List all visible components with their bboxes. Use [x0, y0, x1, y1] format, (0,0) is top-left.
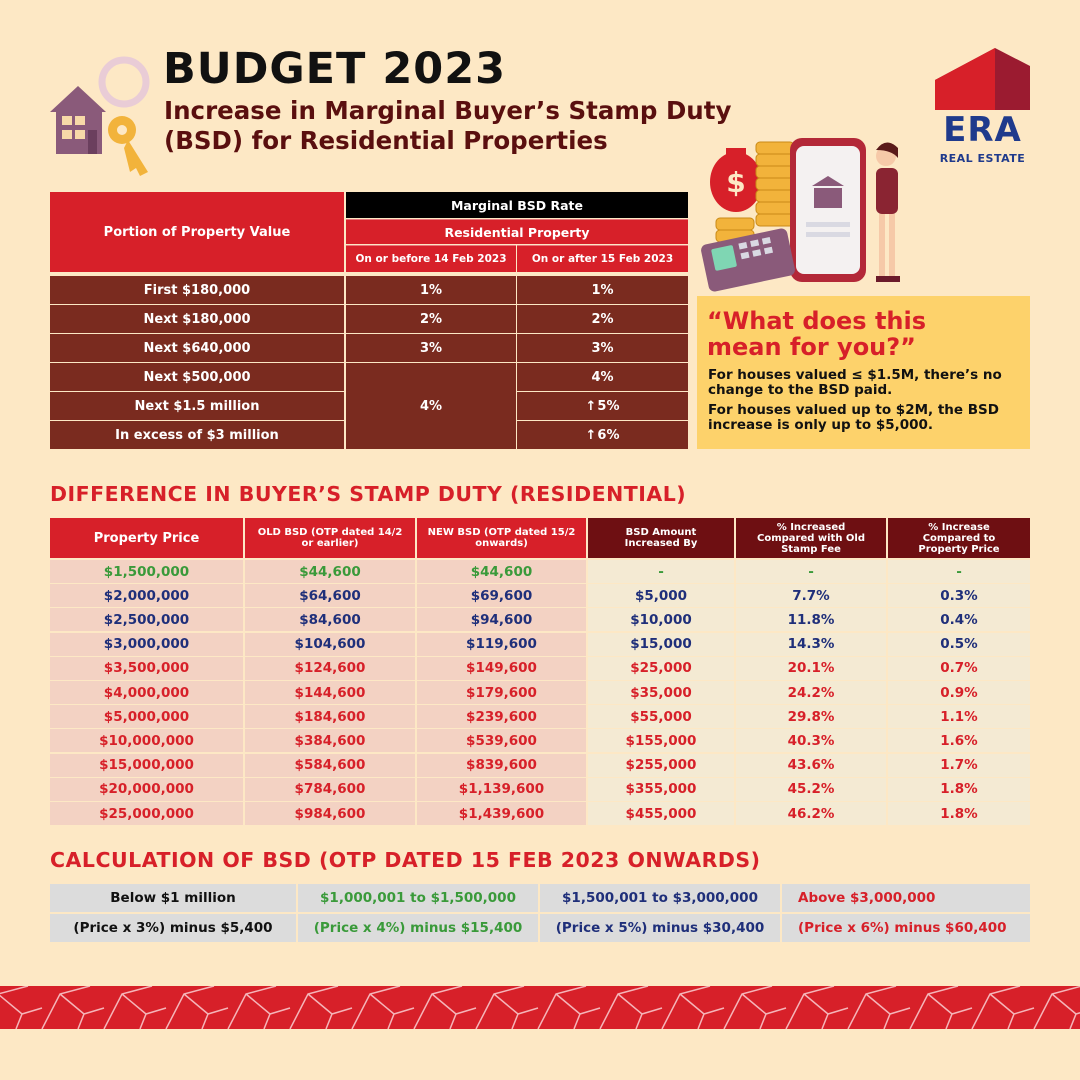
diff-increase-cell: $155,000 — [588, 729, 734, 752]
diff-pct-price-cell: 1.8% — [888, 802, 1030, 825]
rate-portion-cell: Next $1.5 million — [50, 392, 344, 420]
callout-point-2: For houses valued up to $2M, the BSD increase is only up to $5,000. — [708, 402, 999, 433]
diff-pct-old-cell: 29.8% — [736, 705, 886, 728]
rate-after-value: 5% — [597, 398, 620, 414]
calc-formula-cell: (Price x 4%) minus $15,400 — [298, 914, 538, 942]
diff-price-cell: $20,000,000 — [50, 778, 243, 801]
diff-price-cell: $2,500,000 — [50, 608, 243, 631]
diff-table-row — [50, 778, 1030, 802]
diff-increase-cell: $55,000 — [588, 705, 734, 728]
rate-after-cell — [517, 392, 688, 420]
diff-old-cell: $384,600 — [245, 729, 415, 752]
rate-after-cell — [517, 421, 688, 449]
diff-old-cell: $104,600 — [245, 633, 415, 656]
diff-header-increase: BSD Amount Increased By — [588, 518, 734, 558]
diff-price-cell: $1,500,000 — [50, 560, 243, 583]
diff-new-cell: $839,600 — [417, 754, 586, 777]
svg-text:$: $ — [726, 166, 746, 199]
up-arrow-icon: ↑ — [585, 398, 597, 414]
diff-new-cell: $179,600 — [417, 681, 586, 704]
diff-new-cell: $69,600 — [417, 584, 586, 607]
rate-portion-cell: In excess of $3 million — [50, 421, 344, 449]
page-subtitle: Increase in Marginal Buyer’s Stamp Duty (BSD) for Residential Properties — [164, 96, 732, 155]
up-arrow-icon: ↑ — [585, 427, 597, 443]
diff-new-cell: $239,600 — [417, 705, 586, 728]
diff-old-cell: $144,600 — [245, 681, 415, 704]
era-logo — [935, 48, 1030, 168]
diff-price-cell: $5,000,000 — [50, 705, 243, 728]
rate-portion-cell: Next $640,000 — [50, 334, 344, 362]
diff-new-cell: $149,600 — [417, 657, 586, 680]
roof-icon — [935, 48, 1030, 110]
finance-illustration — [696, 132, 932, 300]
diff-old-cell: $84,600 — [245, 608, 415, 631]
diff-pct-old-cell: 11.8% — [736, 608, 886, 631]
diff-increase-cell: $35,000 — [588, 681, 734, 704]
diff-increase-cell: - — [588, 560, 734, 583]
diff-price-cell: $25,000,000 — [50, 802, 243, 825]
header-marginal-rate: Marginal BSD Rate — [346, 192, 688, 218]
diff-pct-price-cell: 0.4% — [888, 608, 1030, 631]
calc-formula-cell: (Price x 3%) minus $5,400 — [50, 914, 296, 942]
rate-after-cell — [517, 276, 688, 304]
diff-pct-old-cell: 46.2% — [736, 802, 886, 825]
diff-old-cell: $584,600 — [245, 754, 415, 777]
diff-pct-price-cell: 1.7% — [888, 754, 1030, 777]
diff-table-row — [50, 681, 1030, 705]
diff-pct-price-cell: 1.6% — [888, 729, 1030, 752]
diff-old-cell: $64,600 — [245, 584, 415, 607]
rate-after-value: 2% — [591, 311, 614, 327]
diff-table-row — [50, 608, 1030, 632]
geometric-pattern-icon — [0, 986, 1080, 1029]
house-key-icon — [44, 48, 154, 178]
diff-price-cell: $15,000,000 — [50, 754, 243, 777]
rate-after-value: 1% — [591, 282, 614, 298]
calc-range-cell: Above $3,000,000 — [782, 884, 1030, 912]
diff-new-cell: $1,439,600 — [417, 802, 586, 825]
diff-old-cell: $984,600 — [245, 802, 415, 825]
diff-pct-old-cell: 45.2% — [736, 778, 886, 801]
diff-pct-price-cell: 0.7% — [888, 657, 1030, 680]
diff-old-cell: $184,600 — [245, 705, 415, 728]
diff-new-cell: $539,600 — [417, 729, 586, 752]
footer-pattern — [0, 986, 1080, 1029]
diff-header-pct-old: % Increased Compared with Old Stamp Fee — [736, 518, 886, 558]
rate-before-cell: 1% — [346, 276, 516, 304]
callout-question: “What does this mean for you?” — [707, 307, 927, 361]
diff-pct-old-cell: 14.3% — [736, 633, 886, 656]
calc-range-cell: $1,000,001 to $1,500,000 — [298, 884, 538, 912]
diff-new-cell: $44,600 — [417, 560, 586, 583]
diff-table-row — [50, 584, 1030, 608]
diff-heading: DIFFERENCE IN BUYER’S STAMP DUTY (RESIDENTIAL) — [50, 482, 687, 506]
callout-box — [697, 296, 1030, 449]
diff-old-cell: $44,600 — [245, 560, 415, 583]
diff-pct-old-cell: 40.3% — [736, 729, 886, 752]
diff-increase-cell: $355,000 — [588, 778, 734, 801]
rate-before-cell: 2% — [346, 305, 516, 333]
diff-new-cell: $1,139,600 — [417, 778, 586, 801]
diff-increase-cell: $5,000 — [588, 584, 734, 607]
header-portion: Portion of Property Value — [50, 192, 344, 272]
diff-pct-old-cell: 7.7% — [736, 584, 886, 607]
rate-before-merged-cell: 4% — [346, 363, 516, 449]
header-residential: Residential Property — [346, 219, 688, 244]
diff-table-row — [50, 633, 1030, 657]
diff-table-row — [50, 705, 1030, 729]
diff-increase-cell: $455,000 — [588, 802, 734, 825]
diff-pct-price-cell: 0.9% — [888, 681, 1030, 704]
diff-pct-old-cell: - — [736, 560, 886, 583]
diff-price-cell: $2,000,000 — [50, 584, 243, 607]
diff-table-row — [50, 657, 1030, 681]
diff-header-price: Property Price — [50, 518, 243, 558]
calc-range-cell: Below $1 million — [50, 884, 296, 912]
diff-pct-price-cell: 0.3% — [888, 584, 1030, 607]
diff-old-cell: $124,600 — [245, 657, 415, 680]
calc-range-cell: $1,500,001 to $3,000,000 — [540, 884, 780, 912]
diff-price-cell: $3,500,000 — [50, 657, 243, 680]
diff-new-cell: $94,600 — [417, 608, 586, 631]
diff-pct-price-cell: 0.5% — [888, 633, 1030, 656]
diff-header-old: OLD BSD (OTP dated 14/2 or earlier) — [245, 518, 415, 558]
header-before: On or before 14 Feb 2023 — [346, 245, 516, 272]
rate-portion-cell: Next $500,000 — [50, 363, 344, 391]
calc-formula-cell: (Price x 5%) minus $30,400 — [540, 914, 780, 942]
diff-price-cell: $10,000,000 — [50, 729, 243, 752]
rate-after-cell — [517, 305, 688, 333]
diff-table-row — [50, 729, 1030, 753]
rate-portion-cell: First $180,000 — [50, 276, 344, 304]
rate-after-cell — [517, 363, 688, 391]
page-title: BUDGET 2023 — [163, 44, 507, 94]
diff-table-row — [50, 754, 1030, 778]
callout-point-1: For houses valued ≤ $1.5M, there’s no change to the BSD paid. — [708, 367, 1002, 398]
rate-after-value: 3% — [591, 340, 614, 356]
calc-formula-cell: (Price x 6%) minus $60,400 — [782, 914, 1030, 942]
rate-after-value: 4% — [591, 369, 614, 385]
diff-pct-price-cell: - — [888, 560, 1030, 583]
logo-word: ERA — [943, 110, 1022, 150]
rate-after-cell — [517, 334, 688, 362]
header-after: On or after 15 Feb 2023 — [517, 245, 688, 272]
calc-heading: CALCULATION OF BSD (OTP DATED 15 FEB 2023 ONWARDS) — [50, 848, 761, 872]
diff-header-new: NEW BSD (OTP dated 15/2 onwards) — [417, 518, 586, 558]
diff-increase-cell: $15,000 — [588, 633, 734, 656]
diff-header-pct-price: % Increase Compared to Property Price — [888, 518, 1030, 558]
diff-table-row — [50, 802, 1030, 826]
diff-increase-cell: $25,000 — [588, 657, 734, 680]
rate-after-value: 6% — [597, 427, 620, 443]
rate-before-cell: 3% — [346, 334, 516, 362]
diff-pct-price-cell: 1.1% — [888, 705, 1030, 728]
diff-price-cell: $4,000,000 — [50, 681, 243, 704]
logo-subtitle: REAL ESTATE — [939, 152, 1026, 165]
diff-increase-cell: $10,000 — [588, 608, 734, 631]
diff-pct-price-cell: 1.8% — [888, 778, 1030, 801]
diff-old-cell: $784,600 — [245, 778, 415, 801]
diff-increase-cell: $255,000 — [588, 754, 734, 777]
diff-pct-old-cell: 43.6% — [736, 754, 886, 777]
diff-pct-old-cell: 20.1% — [736, 657, 886, 680]
rate-portion-cell: Next $180,000 — [50, 305, 344, 333]
diff-new-cell: $119,600 — [417, 633, 586, 656]
diff-table-row — [50, 560, 1030, 584]
diff-price-cell: $3,000,000 — [50, 633, 243, 656]
diff-pct-old-cell: 24.2% — [736, 681, 886, 704]
